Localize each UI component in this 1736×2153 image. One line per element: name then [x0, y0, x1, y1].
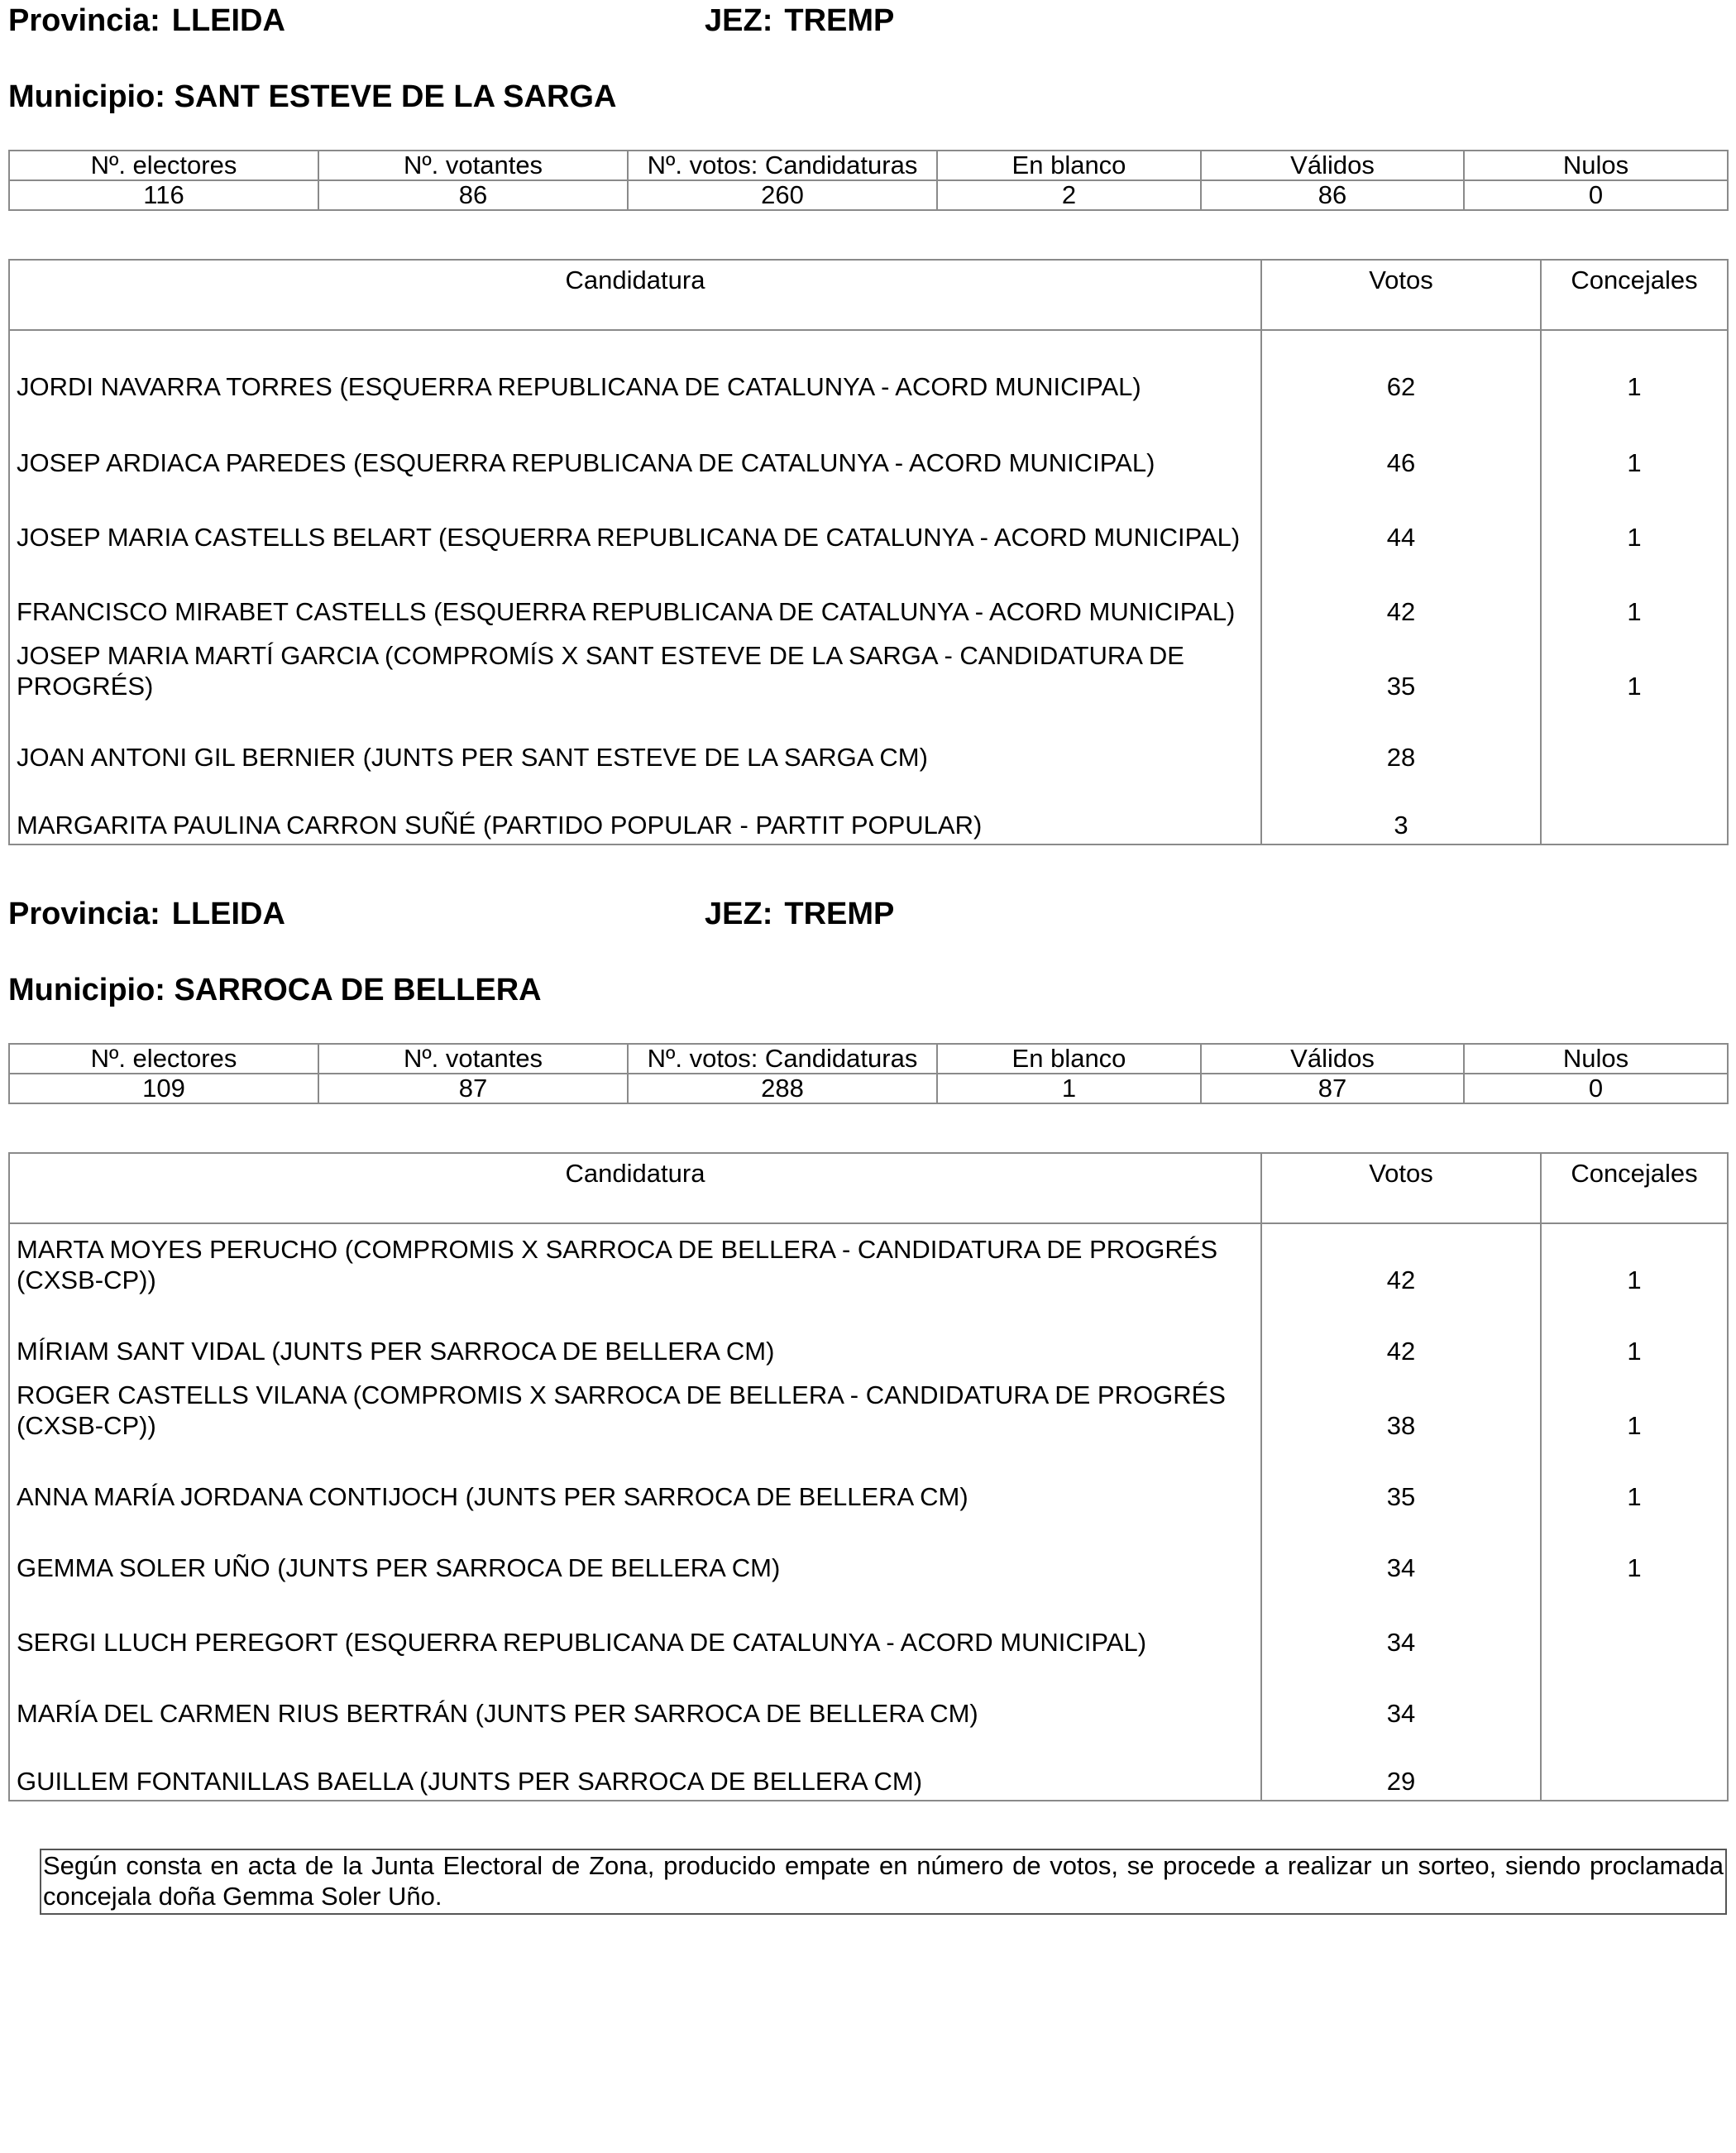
summary-header: Nº. electores — [9, 151, 318, 180]
candidate-votes: 35 — [1261, 1444, 1541, 1515]
summary-value: 1 — [937, 1074, 1201, 1103]
jez: JEZ: TREMP — [705, 897, 895, 931]
table-row — [9, 1732, 1728, 1801]
candidate-votes: 35 — [1261, 630, 1541, 705]
candidate-name: MARÍA DEL CARMEN RIUS BERTRÁN (JUNTS PER SARROCA DE BELLERA CM) — [17, 1699, 978, 1728]
province: Provincia: LLEIDA — [8, 897, 285, 931]
summary-header: En blanco — [937, 151, 1201, 180]
table-row — [9, 1223, 1728, 1299]
candidate-seats: 1 — [1541, 556, 1728, 630]
candidate-votes: 38 — [1261, 1370, 1541, 1444]
candidate-name: FRANCISCO MIRABET CASTELLS (ESQUERRA REPUBLICANA DE CATALUNYA - ACORD MUNICIPAL) — [17, 597, 1236, 626]
results-header-concejales: Concejales — [1541, 260, 1728, 330]
candidate-name: JOAN ANTONI GIL BERNIER (JUNTS PER SANT ESTEVE DE LA SARGA CM) — [17, 743, 928, 772]
candidate-votes: 3 — [1261, 776, 1541, 844]
summary-value: 0 — [1464, 1074, 1728, 1103]
summary-header: Válidos — [1201, 1044, 1464, 1074]
candidate-name: JOSEP MARIA MARTÍ GARCIA (COMPROMÍS X SANT ESTEVE DE LA SARGA - CANDIDATURA DE PROGRÉS) — [17, 641, 1184, 701]
province-value: LLEIDA — [171, 3, 285, 38]
province-line — [8, 897, 1727, 943]
tie-resolution-note: Según consta en acta de la Junta Electoral de Zona, producido empate en número de votos, se procede a realizar un sorteo, siendo proclamada concejala doña Gemma Soler Uño. — [40, 1849, 1727, 1915]
table-row — [9, 630, 1728, 705]
jez-value: TREMP — [784, 3, 895, 38]
candidate-seats — [1541, 1732, 1728, 1801]
summary-value: 260 — [628, 180, 937, 210]
candidate-seats: 1 — [1541, 1223, 1728, 1299]
province: Provincia: LLEIDA — [8, 3, 285, 38]
summary-value: 87 — [318, 1074, 628, 1103]
summary-value: 2 — [937, 180, 1201, 210]
table-row — [9, 1661, 1728, 1732]
municipality-value: SARROCA DE BELLERA — [174, 973, 542, 1007]
candidate-name: MÍRIAM SANT VIDAL (JUNTS PER SARROCA DE BELLERA CM) — [17, 1337, 775, 1366]
candidate-votes: 62 — [1261, 330, 1541, 405]
summary-value: 0 — [1464, 180, 1728, 210]
results-header-concejales: Concejales — [1541, 1153, 1728, 1223]
table-row — [9, 1586, 1728, 1661]
jez-value: TREMP — [784, 897, 895, 931]
candidate-seats — [1541, 776, 1728, 844]
candidate-name: JOSEP ARDIACA PAREDES (ESQUERRA REPUBLICANA DE CATALUNYA - ACORD MUNICIPAL) — [17, 448, 1155, 477]
candidate-name: SERGI LLUCH PEREGORT (ESQUERRA REPUBLICANA DE CATALUNYA - ACORD MUNICIPAL) — [17, 1628, 1147, 1657]
summary-value: 86 — [1201, 180, 1464, 210]
summary-value: 116 — [9, 180, 318, 210]
table-row — [9, 1444, 1728, 1515]
candidate-name: MARTA MOYES PERUCHO (COMPROMIS X SARROCA DE BELLERA - CANDIDATURA DE PROGRÉS (CXSB-CP)) — [17, 1235, 1218, 1294]
summary-header-row — [9, 1044, 1728, 1074]
summary-header: Nulos — [1464, 151, 1728, 180]
summary-header: Nº. votos: Candidaturas — [628, 1044, 937, 1074]
candidate-votes: 42 — [1261, 1223, 1541, 1299]
province-line — [8, 3, 1727, 50]
candidate-seats — [1541, 1586, 1728, 1661]
summary-value-row — [9, 180, 1728, 210]
table-row — [9, 330, 1728, 405]
table-row — [9, 705, 1728, 776]
candidate-votes: 29 — [1261, 1732, 1541, 1801]
municipality-section-1 — [8, 3, 1727, 840]
summary-value: 87 — [1201, 1074, 1464, 1103]
summary-value: 86 — [318, 180, 628, 210]
candidate-name: ANNA MARÍA JORDANA CONTIJOCH (JUNTS PER SARROCA DE BELLERA CM) — [17, 1482, 968, 1511]
results-header-candidatura: Candidatura — [9, 1153, 1261, 1223]
candidate-votes: 44 — [1261, 481, 1541, 556]
candidate-seats — [1541, 705, 1728, 776]
candidate-name: MARGARITA PAULINA CARRON SUÑÉ (PARTIDO POPULAR - PARTIT POPULAR) — [17, 811, 983, 840]
table-row — [9, 556, 1728, 630]
summary-header: Nº. votos: Candidaturas — [628, 151, 937, 180]
summary-table — [8, 1043, 1729, 1104]
candidate-seats: 1 — [1541, 1444, 1728, 1515]
summary-header-row — [9, 151, 1728, 180]
summary-value: 288 — [628, 1074, 937, 1103]
summary-header: Nulos — [1464, 1044, 1728, 1074]
table-row — [9, 405, 1728, 481]
candidate-votes: 42 — [1261, 556, 1541, 630]
candidate-seats: 1 — [1541, 405, 1728, 481]
candidate-votes: 42 — [1261, 1299, 1541, 1370]
municipality-title: Municipio: SARROCA DE BELLERA — [8, 973, 542, 1007]
results-header-row — [9, 260, 1728, 330]
candidate-name: JOSEP MARIA CASTELLS BELART (ESQUERRA REPUBLICANA DE CATALUNYA - ACORD MUNICIPAL) — [17, 523, 1241, 552]
results-header-row — [9, 1153, 1728, 1223]
province-value: LLEIDA — [171, 897, 285, 931]
results-table — [8, 1152, 1729, 1801]
candidate-name: ROGER CASTELLS VILANA (COMPROMIS X SARROCA DE BELLERA - CANDIDATURA DE PROGRÉS (CXSB-CP)) — [17, 1380, 1226, 1440]
municipality-section-2 — [8, 897, 1727, 1796]
summary-header: Válidos — [1201, 151, 1464, 180]
candidate-seats: 1 — [1541, 1299, 1728, 1370]
candidate-seats: 1 — [1541, 330, 1728, 405]
table-row — [9, 776, 1728, 844]
summary-header: Nº. votantes — [318, 1044, 628, 1074]
summary-header: Nº. votantes — [318, 151, 628, 180]
summary-value-row — [9, 1074, 1728, 1103]
table-row — [9, 1299, 1728, 1370]
candidate-seats: 1 — [1541, 1370, 1728, 1444]
candidate-seats: 1 — [1541, 481, 1728, 556]
summary-header: Nº. electores — [9, 1044, 318, 1074]
candidate-seats: 1 — [1541, 630, 1728, 705]
candidate-seats — [1541, 1661, 1728, 1732]
candidate-name: GEMMA SOLER UÑO (JUNTS PER SARROCA DE BELLERA CM) — [17, 1553, 781, 1582]
candidate-votes: 34 — [1261, 1515, 1541, 1586]
results-header-votos: Votos — [1261, 260, 1541, 330]
municipality-value: SANT ESTEVE DE LA SARGA — [174, 79, 617, 114]
candidate-votes: 46 — [1261, 405, 1541, 481]
candidate-seats: 1 — [1541, 1515, 1728, 1586]
summary-table — [8, 150, 1729, 211]
table-row — [9, 1370, 1728, 1444]
summary-value: 109 — [9, 1074, 318, 1103]
candidate-name: GUILLEM FONTANILLAS BAELLA (JUNTS PER SARROCA DE BELLERA CM) — [17, 1767, 923, 1796]
candidate-votes: 34 — [1261, 1586, 1541, 1661]
table-row — [9, 1515, 1728, 1586]
candidate-name: JORDI NAVARRA TORRES (ESQUERRA REPUBLICANA DE CATALUNYA - ACORD MUNICIPAL) — [17, 372, 1141, 401]
candidate-votes: 34 — [1261, 1661, 1541, 1732]
municipality-title: Municipio: SANT ESTEVE DE LA SARGA — [8, 79, 617, 114]
summary-header: En blanco — [937, 1044, 1201, 1074]
table-row — [9, 481, 1728, 556]
results-header-candidatura: Candidatura — [9, 260, 1261, 330]
candidate-votes: 28 — [1261, 705, 1541, 776]
results-table — [8, 259, 1729, 845]
jez: JEZ: TREMP — [705, 3, 895, 38]
results-header-votos: Votos — [1261, 1153, 1541, 1223]
